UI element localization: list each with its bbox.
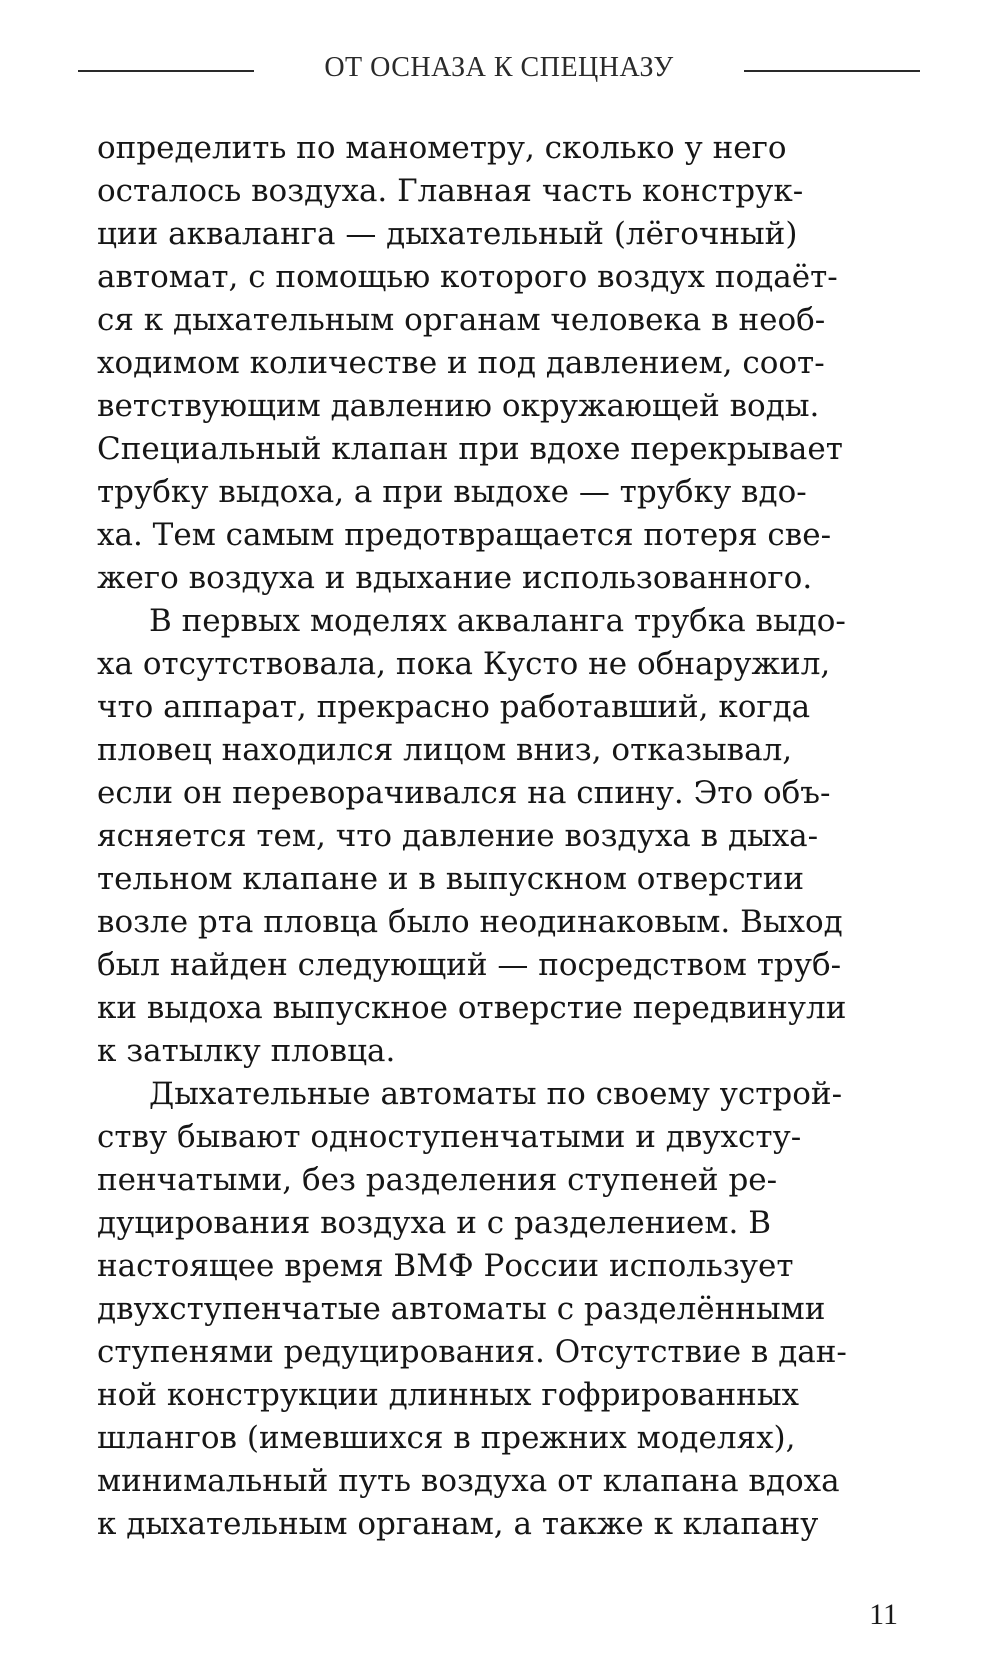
text-line: двухступенчатые автоматы с разделёнными bbox=[97, 1291, 826, 1327]
text-line: ки выдоха выпускное отверстие передвинули bbox=[97, 990, 847, 1026]
text-line: трубку выдоха, а при выдохе — трубку вдо- bbox=[97, 474, 807, 510]
text-line: к затылку пловца. bbox=[97, 1033, 396, 1069]
header-rule-right bbox=[744, 70, 920, 72]
text-line: минимальный путь воздуха от клапана вдоха bbox=[97, 1463, 840, 1499]
text-line: ха. Тем самым предотвращается потеря све- bbox=[97, 517, 832, 553]
running-header-title: ОТ ОСНАЗА К СПЕЦНАЗУ bbox=[324, 52, 674, 83]
text-line: ции акваланга — дыхательный (лёгочный) bbox=[97, 216, 798, 252]
text-line: осталось воздуха. Главная часть конструк- bbox=[97, 173, 804, 209]
paragraph-first-line: В первых моделях акваланга трубка выдо- bbox=[149, 603, 846, 639]
text-line: тельном клапане и в выпускном отверстии bbox=[97, 861, 805, 897]
text-line: настоящее время ВМФ России использует bbox=[97, 1248, 794, 1284]
text-line: ступенями редуцирования. Отсутствие в дан- bbox=[97, 1334, 847, 1370]
text-line: возле рта пловца было неодинаковым. Выход bbox=[97, 904, 843, 940]
text-line: дуцирования воздуха и с разделением. В bbox=[97, 1205, 771, 1241]
text-line: жего воздуха и вдыхание использованного. bbox=[97, 560, 813, 596]
text-line: пловец находился лицом вниз, отказывал, bbox=[97, 732, 793, 768]
text-line: ходимом количестве и под давлением, соот- bbox=[97, 345, 825, 381]
text-line: ха отсутствовала, пока Кусто не обнаружил, bbox=[97, 646, 831, 682]
text-line: определить по манометру, сколько у него bbox=[97, 130, 787, 166]
text-line: если он переворачивался на спину. Это объ- bbox=[97, 775, 831, 811]
text-line: пенчатыми, без разделения ступеней ре- bbox=[97, 1162, 778, 1198]
text-line: к дыхательным органам, а также к клапану bbox=[97, 1506, 819, 1542]
text-line: ясняется тем, что давление воздуха в дыха- bbox=[97, 818, 819, 854]
paragraph-first-line: Дыхательные автоматы по своему устрой- bbox=[149, 1076, 843, 1112]
header-rule-left bbox=[78, 70, 254, 72]
running-header bbox=[78, 48, 920, 88]
body-text bbox=[97, 127, 897, 1546]
text-line: автомат, с помощью которого воздух подаёт- bbox=[97, 259, 838, 295]
text-line: Специальный клапан при вдохе перекрывает bbox=[97, 431, 843, 467]
text-line: шлангов (имевшихся в прежних моделях), bbox=[97, 1420, 796, 1456]
text-line: ной конструкции длинных гофрированных bbox=[97, 1377, 799, 1413]
text-line: ветствующим давлению окружающей воды. bbox=[97, 388, 820, 424]
text-line: был найден следующий — посредством труб- bbox=[97, 947, 842, 983]
text-line: ству бывают одноступенчатыми и двухсту- bbox=[97, 1119, 802, 1155]
text-line: что аппарат, прекрасно работавший, когда bbox=[97, 689, 811, 725]
text-line: ся к дыхательным органам человека в необ- bbox=[97, 302, 826, 338]
page-number: 11 bbox=[869, 1598, 898, 1631]
